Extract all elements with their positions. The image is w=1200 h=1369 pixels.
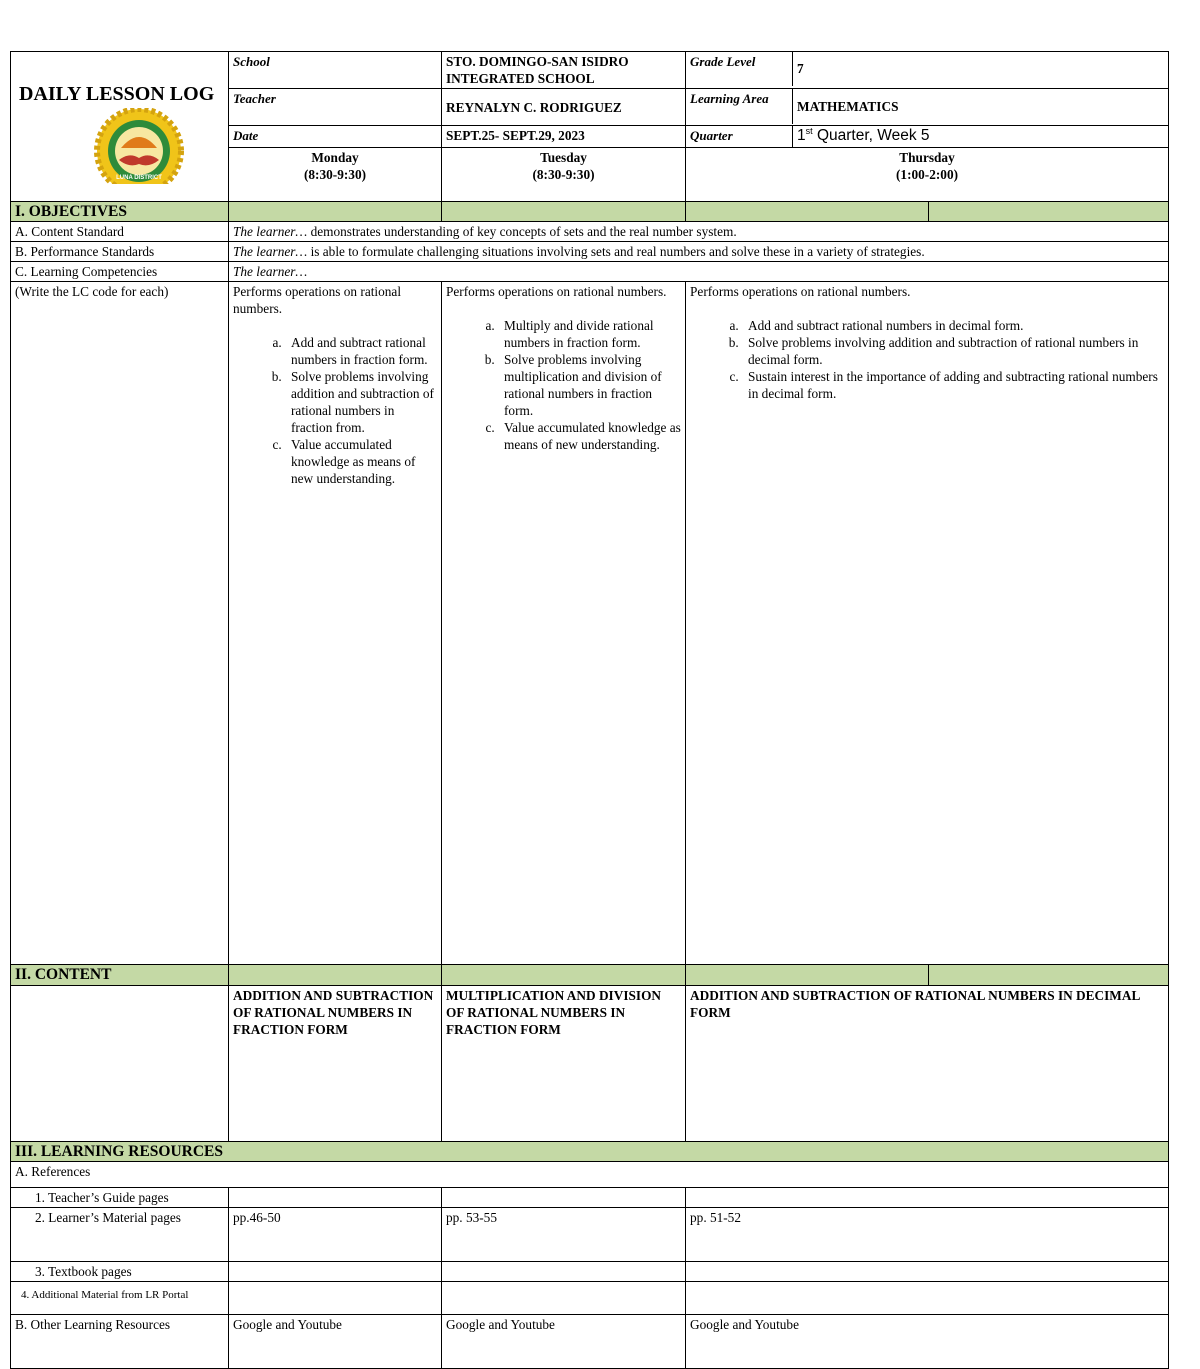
am-monday [229, 1282, 442, 1315]
competency-list [690, 317, 1164, 402]
quarter-value [793, 126, 1169, 147]
performance-standards-label: B. Performance Standards [11, 242, 229, 262]
competency-thursday [686, 282, 1169, 965]
competency-intro: Performs operations on rational numbers. [690, 284, 911, 299]
performance-text: is able to formulate challenging situations involving sets and real numbers and solve these in a variety of strategies. [307, 244, 925, 259]
competency-item: a. Add and subtract rational numbers in decimal form. [742, 317, 1164, 334]
grade-cell [686, 52, 1169, 89]
other-resources-tuesday: Google and Youtube [442, 1315, 686, 1369]
competency-item: a. Multiply and divide rational numbers in fraction form. [498, 317, 681, 351]
content-heading-fill [442, 965, 686, 986]
tg-monday [229, 1188, 442, 1208]
competency-intro: Performs operations on rational numbers. [233, 284, 402, 316]
lm-pages-tuesday: pp. 53-55 [442, 1208, 686, 1262]
textbook-label: 3. Textbook pages [11, 1262, 229, 1282]
competencies-lead: The learner… [229, 262, 1169, 282]
content-heading: II. CONTENT [11, 965, 229, 986]
competency-monday [229, 282, 442, 965]
teacher-label: Teacher [229, 89, 442, 126]
learners-material-label: 2. Learner’s Material pages [11, 1208, 229, 1262]
competency-list [233, 334, 437, 487]
content-topic-monday: ADDITION AND SUBTRACTION OF RATIONAL NUMBERS IN FRACTION FORM [229, 986, 442, 1142]
title-cell [11, 52, 229, 202]
area-cell [686, 89, 1169, 126]
content-standard-lead: The learner… [233, 224, 308, 239]
content-heading-fill [686, 965, 929, 986]
competency-tuesday [442, 282, 686, 965]
competency-item: c. Sustain interest in the importance of adding and subtracting rational numbers in decimal form. [742, 368, 1164, 402]
other-resources-monday: Google and Youtube [229, 1315, 442, 1369]
competency-item: c. Value accumulated knowledge as means of new understanding. [498, 419, 681, 453]
tg-tuesday [442, 1188, 686, 1208]
content-standard-label: A. Content Standard [11, 222, 229, 242]
tb-monday [229, 1262, 442, 1282]
content-heading-fill [929, 965, 1169, 986]
competencies-label: C. Learning Competencies [11, 262, 229, 282]
lm-pages-monday: pp.46-50 [229, 1208, 442, 1262]
content-heading-fill [229, 965, 442, 986]
day-monday [229, 148, 442, 202]
school-label: School [229, 52, 442, 89]
references-label: A. References [11, 1162, 1169, 1188]
area-value: MATHEMATICS [797, 99, 899, 114]
tg-thursday [686, 1188, 1169, 1208]
area-subtable [686, 89, 1168, 124]
competency-item: c. Value accumulated knowledge as means of new understanding. [285, 436, 437, 487]
daily-lesson-log-table [10, 51, 1169, 1369]
competency-intro: Performs operations on rational numbers. [446, 284, 667, 299]
page-title: DAILY LESSON LOG [19, 83, 215, 105]
day-time: (8:30-9:30) [303, 167, 367, 182]
seal-text: LUNA DISTRICT [116, 175, 162, 181]
date-label: Date [229, 126, 442, 148]
competency-item: b. Solve problems involving addition and subtraction of rational numbers in fraction from. [285, 368, 437, 436]
competencies-note: (Write the LC code for each) [11, 282, 229, 965]
quarter-cell [686, 126, 1169, 148]
day-name: Monday [311, 150, 359, 165]
quarter-rest: Quarter, Week 5 [812, 127, 930, 144]
additional-material-label: 4. Additional Material from LR Portal [11, 1282, 229, 1315]
content-label-empty [11, 986, 229, 1142]
performance-lead: The learner… [233, 244, 308, 259]
day-tuesday [442, 148, 686, 202]
content-topic-thursday: ADDITION AND SUBTRACTION OF RATIONAL NUMBERS IN DECIMAL FORM [686, 986, 1169, 1142]
date-value: SEPT.25- SEPT.29, 2023 [442, 126, 686, 148]
grade-value: 7 [797, 61, 804, 76]
quarter-ordinal: st [805, 126, 813, 136]
seal-bottom-mask [107, 184, 187, 194]
objectives-heading-fill [929, 202, 1169, 222]
day-time: (8:30-9:30) [532, 167, 595, 182]
grade-label: Grade Level [686, 52, 793, 86]
day-name: Tuesday [540, 150, 587, 165]
grade-subtable [686, 52, 1168, 86]
am-tuesday [442, 1282, 686, 1315]
competency-list [446, 317, 681, 453]
content-topic-tuesday: MULTIPLICATION AND DIVISION OF RATIONAL NUMBERS IN FRACTION FORM [442, 986, 686, 1142]
objectives-heading-fill [686, 202, 929, 222]
day-time: (1:00-2:00) [896, 167, 959, 182]
day-thursday [686, 148, 1169, 202]
content-standard-value [229, 222, 1169, 242]
quarter-subtable [686, 126, 1168, 147]
objectives-heading: I. OBJECTIVES [11, 202, 229, 222]
other-resources-thursday: Google and Youtube [686, 1315, 1169, 1369]
area-label: Learning Area [686, 89, 793, 124]
performance-standards-value [229, 242, 1169, 262]
competency-item: a. Add and subtract rational numbers in fraction form. [285, 334, 437, 368]
objectives-heading-fill [229, 202, 442, 222]
school-value: STO. DOMINGO-SAN ISIDRO INTEGRATED SCHOOL [442, 52, 686, 89]
lm-pages-thursday: pp. 51-52 [686, 1208, 1169, 1262]
tb-thursday [686, 1262, 1169, 1282]
teachers-guide-label: 1. Teacher’s Guide pages [11, 1188, 229, 1208]
competency-item: b. Solve problems involving multiplication and division of rational numbers in fraction form. [498, 351, 681, 419]
content-standard-text: demonstrates understanding of key concepts of sets and the real number system. [307, 224, 737, 239]
quarter-number: 1 [797, 127, 806, 144]
seal-center [115, 127, 163, 175]
am-thursday [686, 1282, 1169, 1315]
quarter-label: Quarter [686, 126, 793, 147]
other-resources-label: B. Other Learning Resources [11, 1315, 229, 1369]
competency-item: b. Solve problems involving addition and subtraction of rational numbers in decimal form. [742, 334, 1164, 368]
objectives-heading-fill [442, 202, 686, 222]
tb-tuesday [442, 1262, 686, 1282]
teacher-value: REYNALYN C. RODRIGUEZ [442, 89, 686, 126]
day-name: Thursday [899, 150, 955, 165]
school-seal-icon [91, 108, 187, 194]
resources-heading: III. LEARNING RESOURCES [11, 1142, 1169, 1162]
